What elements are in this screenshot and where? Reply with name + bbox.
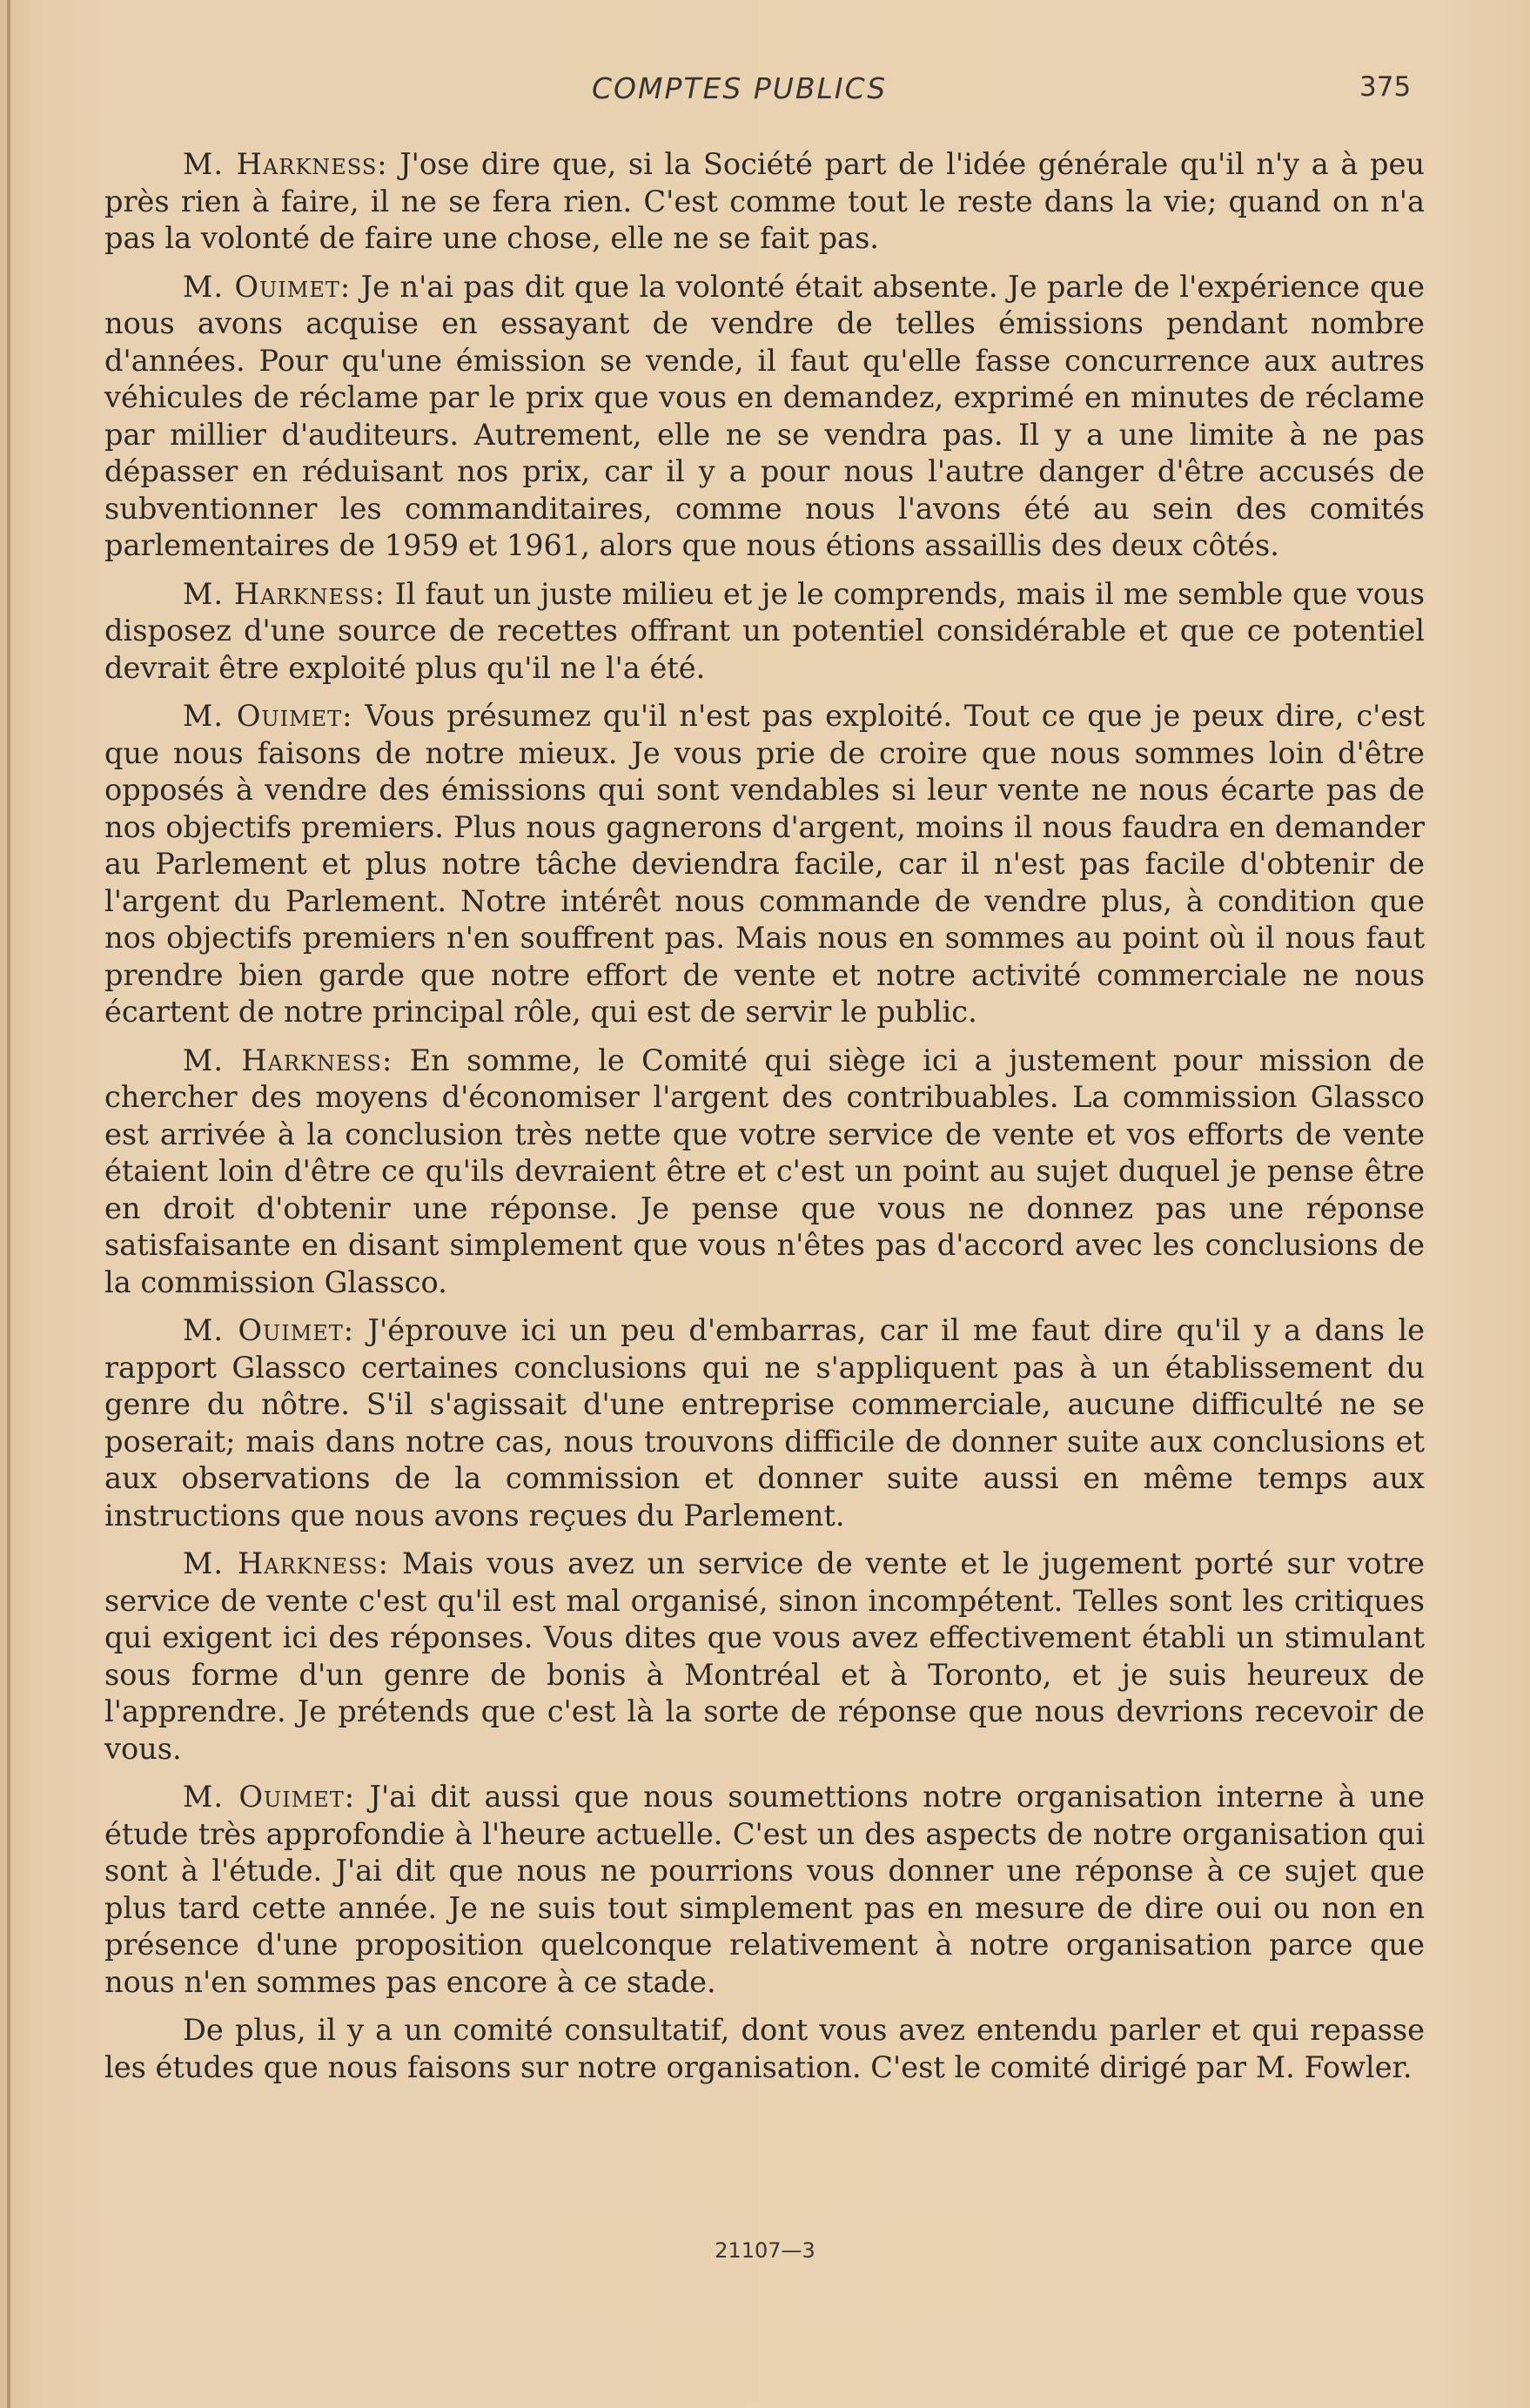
- paragraph-text: Mais vous avez un service de vente et le jugement porté sur votre service de vente c'est qu'il est mal organisé, sinon incompétent. Telles sont les critiques qui exigent ici des réponses. Vous dites que vous avez effectivement établi un stimulant sous forme d'un genre de bonis à Montréal et à Toronto, et je suis heureux de l'apprendre. Je prétends que c'est là la sorte de réponse que nous devrions recevoir de vous.: [104, 1546, 1426, 1766]
- paragraph: [104, 2012, 1425, 2086]
- paragraph: [104, 269, 1425, 565]
- paragraph: [104, 1779, 1425, 2001]
- paragraph: [104, 576, 1425, 688]
- paragraph: [104, 1043, 1425, 1302]
- speaker-name: M. Harkness:: [183, 1043, 393, 1077]
- speaker-name: M. Harkness:: [183, 576, 386, 611]
- speaker-name: M. Harkness:: [183, 147, 388, 181]
- paragraph-text: En somme, le Comité qui siège ici a justement pour mission de chercher des moyens d'économiser l'argent des contribuables. La commission Glassco est arrivée à la conclusion très nette que votre service de vente et vos efforts de vente étaient loin d'être ce qu'ils devraient être et c'est un point au sujet duquel je pense être en droit d'obtenir une réponse. Je pense que vous ne donnez pas une réponse satisfaisante en disant simplement que vous n'êtes pas d'accord avec les conclusions de la commission Glassco.: [104, 1043, 1425, 1299]
- paragraph-text: J'ai dit aussi que nous soumettions notre organisation interne à une étude très approfondie à l'heure actuelle. C'est un des aspects de notre organisation qui sont à l'étude. J'ai dit que nous ne pourrions vous donner une réponse à ce sujet que plus tard cette année. Je ne suis tout simplement pas en mesure de dire oui ou non en présence d'une proposition quelconque relativement à notre organisation parce que nous n'en sommes pas encore à ce stade.: [104, 1780, 1425, 1999]
- paragraph: [104, 146, 1425, 258]
- paragraph-text: De plus, il y a un comité consultatif, dont vous avez entendu parler et qui repasse les études que nous faisons sur notre organisation. C'est le comité dirigé par M. Fowler.: [104, 2013, 1425, 2084]
- paragraph-text: J'ose dire que, si la Société part de l'idée générale qu'il n'y a à peu près rien à faire, il ne se fera rien. C'est comme tout le reste dans la vie; quand on n'a pas la volonté de faire une chose, elle ne se fait pas.: [104, 147, 1426, 255]
- paragraph: [104, 1312, 1425, 1534]
- speaker-name: M. Ouimet:: [183, 1780, 356, 1814]
- paragraph-text: Il faut un juste milieu et je le comprends, mais il me semble que vous disposez d'une source de recettes offrant un potentiel considérable et que ce potentiel devrait être exploité plus qu'il ne l'a été.: [104, 576, 1426, 685]
- printer-signature: 21107—3: [715, 2238, 815, 2263]
- speaker-name: M. Harkness:: [183, 1546, 389, 1580]
- speaker-name: M. Ouimet:: [183, 1313, 355, 1347]
- page-number: 375: [1359, 71, 1412, 103]
- body-text: [104, 146, 1425, 2097]
- speaker-name: M. Ouimet:: [183, 699, 353, 733]
- page-spine-shadow: [7, 0, 10, 2408]
- page-header: [0, 71, 1530, 115]
- running-title: COMPTES PUBLICS: [592, 71, 888, 105]
- speaker-name: M. Ouimet:: [183, 269, 352, 304]
- paragraph-text: J'éprouve ici un peu d'embarras, car il me faut dire qu'il y a dans le rapport Glassco certaines conclusions qui ne s'appliquent pas à un établissement du genre du nôtre. S'il s'agissait d'une entreprise commerciale, aucune difficulté ne se poserait; mais dans notre cas, nous trouvons difficile de donner suite aux conclusions et aux observations de la commission et donner suite aussi en même temps aux instructions que nous avons reçues du Parlement.: [104, 1313, 1425, 1533]
- paragraph: [104, 698, 1425, 1031]
- paragraph-text: Vous présumez qu'il n'est pas exploité. Tout ce que je peux dire, c'est que nous faisons de notre mieux. Je vous prie de croire que nous sommes loin d'être opposés à vendre des émissions qui sont vendables si leur vente ne nous écarte pas de nos objectifs premiers. Plus nous gagnerons d'argent, moins il nous faudra en demander au Parlement et plus notre tâche deviendra facile, car il n'est pas facile d'obtenir de l'argent du Parlement. Notre intérêt nous commande de vendre plus, à condition que nos objectifs premiers n'en souffrent pas. Mais nous en sommes au point où il nous faut prendre bien garde que notre effort de vente et notre activité commerciale ne nous écartent de notre principal rôle, qui est de servir le public.: [104, 699, 1425, 1029]
- paragraph-text: Je n'ai pas dit que la volonté était absente. Je parle de l'expérience que nous avons acquise en essayant de vendre de telles émissions pendant nombre d'années. Pour qu'une émission se vende, il faut qu'elle fasse concurrence aux autres véhicules de réclame par le prix que vous en demandez, exprimé en minutes de réclame par millier d'auditeurs. Autrement, elle ne se vendra pas. Il y a une limite à ne pas dépasser en réduisant nos prix, car il y a pour nous l'autre danger d'être accusés de subventionner les commanditaires, comme nous l'avons été au sein des comités parlementaires de 1959 et 1961, alors que nous étions assaillis des deux côtés.: [104, 269, 1425, 562]
- paragraph: [104, 1546, 1425, 1767]
